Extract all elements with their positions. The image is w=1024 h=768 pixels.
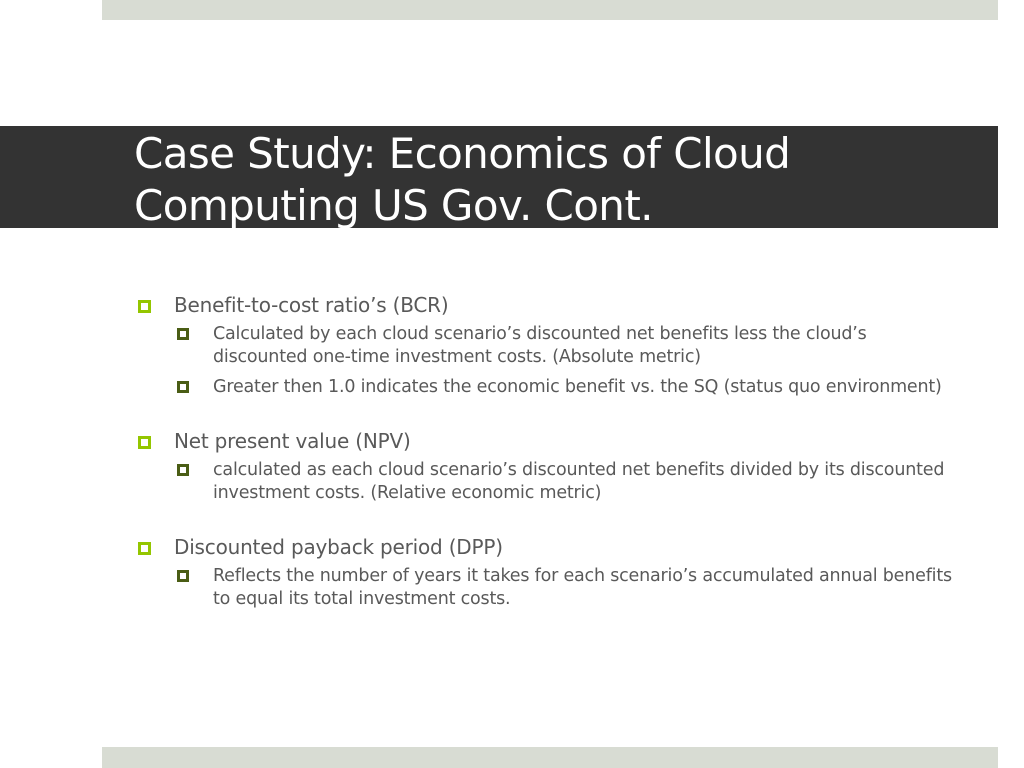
- bullet-text: Benefit-to-cost ratio’s (BCR): [174, 293, 449, 317]
- square-bullet-icon: [138, 436, 151, 449]
- spacer: [136, 512, 966, 534]
- sub-bullet-item: [136, 565, 966, 611]
- slide-title-line-1: Case Study: Economics of Cloud: [134, 129, 791, 178]
- square-sub-bullet-icon: [177, 464, 189, 476]
- square-sub-bullet-icon: [177, 328, 189, 340]
- sub-bullet-item: [136, 459, 966, 505]
- bullet-list: [136, 292, 966, 618]
- sub-bullet-text: Reflects the number of years it takes for each scenario’s accumulated annual benefits to equal its total investment costs.: [213, 566, 952, 609]
- square-bullet-icon: [138, 300, 151, 313]
- sub-bullet-item: [136, 376, 966, 399]
- slide-title-line-2: Computing US Gov. Cont.: [134, 181, 653, 228]
- bullet-text: Discounted payback period (DPP): [174, 535, 503, 559]
- square-sub-bullet-icon: [177, 381, 189, 393]
- bottom-decorative-band: [102, 747, 998, 768]
- sub-bullet-text: Greater then 1.0 indicates the economic benefit vs. the SQ (status quo environment): [213, 377, 942, 397]
- top-decorative-band: [102, 0, 998, 20]
- sub-bullet-text: Calculated by each cloud scenario’s discounted net benefits less the cloud’s discounted one-time investment costs. (Absolute metric): [213, 324, 867, 367]
- bullet-item-npv: [136, 428, 966, 454]
- sub-bullet-item: [136, 323, 966, 369]
- square-sub-bullet-icon: [177, 570, 189, 582]
- bullet-item-dpp: [136, 534, 966, 560]
- bullet-text: Net present value (NPV): [174, 429, 411, 453]
- square-bullet-icon: [138, 542, 151, 555]
- spacer: [136, 406, 966, 428]
- title-bar: [0, 126, 998, 228]
- bullet-item-bcr: [136, 292, 966, 318]
- slide-title: [134, 128, 984, 228]
- sub-bullet-text: calculated as each cloud scenario’s discounted net benefits divided by its discounted investment costs. (Relative economic metric): [213, 460, 945, 503]
